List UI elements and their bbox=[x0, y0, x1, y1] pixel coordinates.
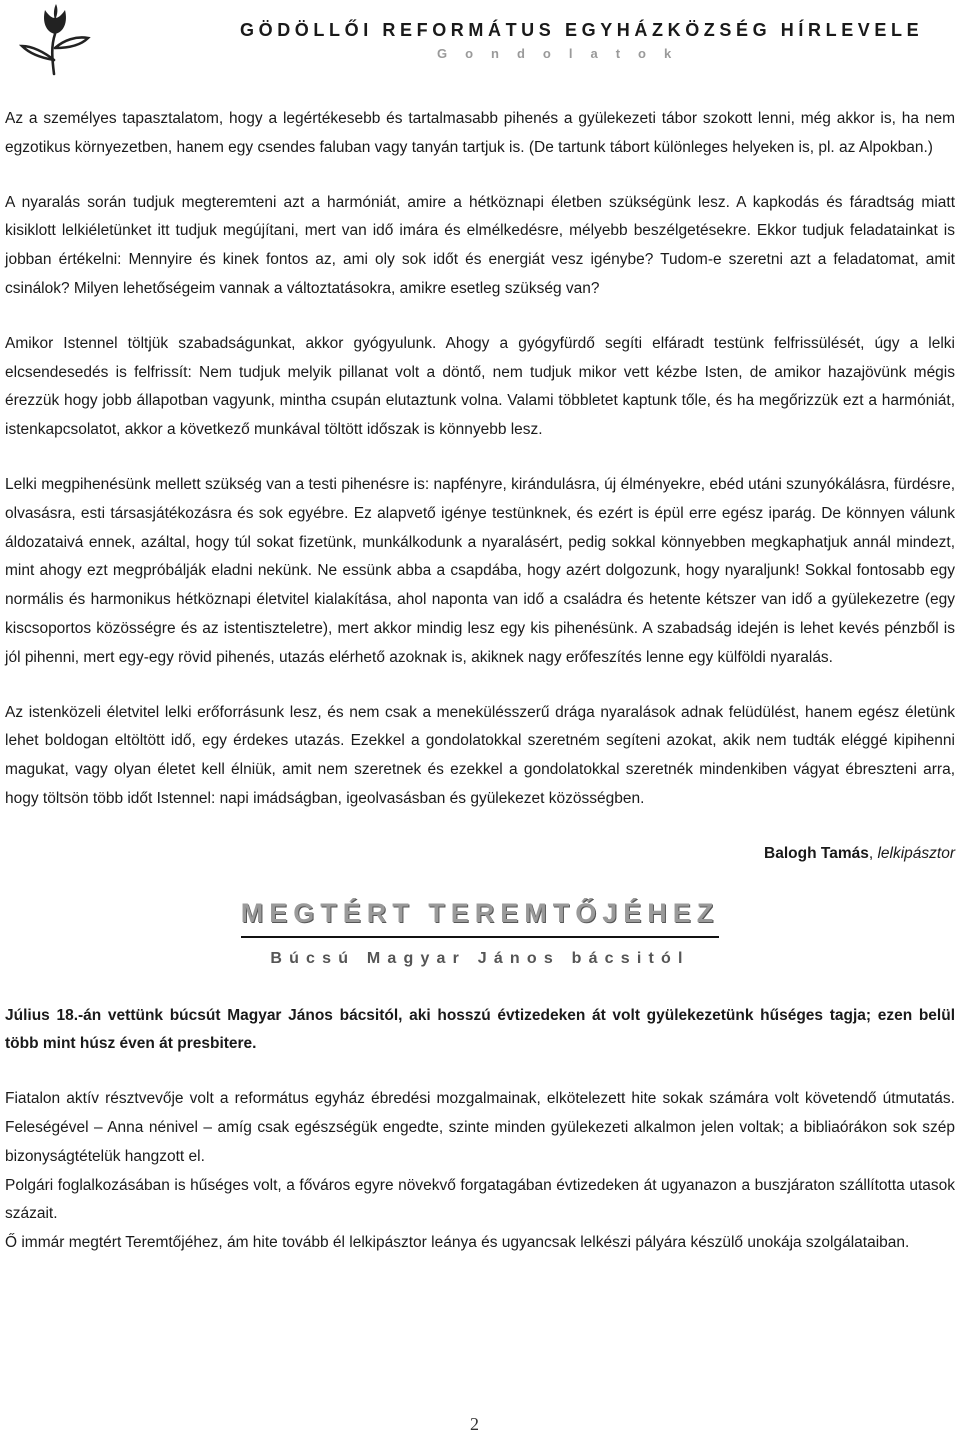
newsletter-title: GÖDÖLLŐI REFORMÁTUS EGYHÁZKÖZSÉG HÍRLEVELE bbox=[240, 20, 924, 40]
tulip-logo-icon bbox=[18, 2, 92, 76]
section-heading bbox=[5, 894, 955, 972]
newsletter-subtitle: Gondolatok bbox=[437, 46, 690, 61]
signature-separator: , bbox=[868, 844, 878, 862]
paragraph: Amikor Istennel töltjük szabadságunkat, akkor gyógyulunk. Ahogy a gyógyfürdő segíti elfáradt testünk felfrissülését, úgy a lelki elcsendesedés is felfrissít: Nem tudjuk melyik pillanat volt a döntő, nem tudjuk mikor vett kézbe Isten, de amikor hazajövünk mégis érezzük hogy jobb állapotban vagyunk, mintha csupán elutaztunk volna. Valami többletet kaptunk tőle, és ha megőrizzük ezt a harmóniát, istenkapcsolatot, akkor a következő munkával töltött időszak is könnyebb lesz. bbox=[5, 334, 955, 439]
paragraph: Ő immár megtért Teremtőjéhez, ám hite tovább él lelkipásztor leánya és ugyancsak lelkészi pályára készülő unokája szolgálataiban. bbox=[5, 1234, 910, 1252]
signature bbox=[5, 840, 955, 869]
page-number: 2 bbox=[470, 1414, 479, 1434]
paragraph: Az a személyes tapasztalatom, hogy a legértékesebb és tartalmasabb pihenés a gyülekezeti tábor szokott lenni, még akkor is, ha nem egzotikus környezetben, hanem egy csendes faluban vagy tanyán tartjuk is. (De tartunk tábort különleges helyeken is, pl. az Alpokban.) bbox=[5, 110, 955, 156]
section-subtitle: Búcsú Magyar János bácsitól bbox=[270, 949, 690, 967]
paragraph: Lelki megpihenésünk mellett szükség van a testi pihenésre is: napfényre, kirándulásra, új élményekre, ebéd utáni szunyókálásra, fürdésre, olvasásra, esti társasjátékozásra és sok egyébre. Ez alapvető igénye testünknek, és ezért is épül erre egész iparág. De könnyen válunk áldozataivá ennek, azáltal, hogy túl sokat fizetünk, munkálkodunk a nyaralásért, pedig sokkal könnyebben megkaphatjuk annál mindezt, mint ahogy ezt megpróbálják eladni nekünk. Ne essünk abba a csapdába, hogy azért dolgozunk, hogy nyaraljunk! Sokkal fontosabb egy normális és harmonikus hétköznapi életvitel kialakítása, ahol naponta van idő a családra és hetente kétszer van idő a gyülekezetre (egy kiscsoportos közösségre és az istentiszteletre), mert akkor mindig lesz egy kis pihenésünk. A szabadság idején is lehet kevés pénzből is jól pihenni, mert egy-egy rövid pihenés, utazás elérhető azoknak is, akiknek nagy erőfeszítés lenne egy külföldi nyaralás. bbox=[5, 475, 955, 666]
page-content bbox=[5, 105, 955, 1258]
lead-paragraph: Július 18.-án vettünk búcsút Magyar János bácsitól, aki hosszú évtizedeken át volt gyülekezetünk hűséges tagja; ezen belül több mint húsz éven át presbitere. bbox=[5, 1006, 955, 1053]
section-title: MEGTÉRT TEREMTŐJÉHEZ bbox=[241, 894, 720, 938]
paragraph: Polgári foglalkozásában is hűséges volt, a főváros egyre növekvő forgatagában évtizedeken át ugyanazon a buszjáraton szállította utasok százait. bbox=[5, 1176, 955, 1223]
signature-role: lelkipásztor bbox=[877, 844, 955, 862]
signature-name: Balogh Tamás bbox=[764, 844, 869, 862]
newsletter-header bbox=[0, 0, 960, 76]
paragraph: Fiatalon aktív résztvevője volt a református egyház ébredési mozgalmainak, elkötelezett hite sokak számára volt követendő útmutatás. Feleségével – Anna nénivel – amíg csak egészségük engedte, szinte minden gyülekezeti alkalmon jelen voltak; a bibliaórákon sok szép bizonyságtételük hangzott el. bbox=[5, 1090, 955, 1165]
paragraph: A nyaralás során tudjuk megteremteni azt a harmóniát, amire a hétköznapi életben szükségünk lesz. A kapkodás és fáradtság miatt kisiklott lelkiéletünket itt tudjuk megújítani, mert van idő imára és elmélkedésre, mélyebb beszélgetésekre. Ekkor tudjuk feladatainkat is jobban értékelni: Mennyire és kinek fontos az, ami oly sok időt és energiát vesz igénybe? Tudom-e szeretni azt a feladatomat, amit csinálok? Milyen lehetőségeim vannak a változtatásokra, amikre esetleg szükség van? bbox=[5, 193, 955, 297]
paragraph: Az istenközeli életvitel lelki erőforrásunk lesz, és nem csak a menekülésszerű drága nyaralások adnak felüdülést, hanem egész életünk lehet boldogan eltöltött idő, egy érdekes utazás. Ezekkel a gondolatokkal szeretném segíteni azokat, akik nem tudták eléggé kipihenni magukat, vagy olyan életet kell élniük, amit nem szeretnek és ezekkel a gondolatokkal szeretnék mindenkiben vágyat ébreszteni arra, hogy töltsön több időt Istennel: napi imádságban, igeolvasásban és gyülekezet közösségben. bbox=[5, 703, 955, 807]
